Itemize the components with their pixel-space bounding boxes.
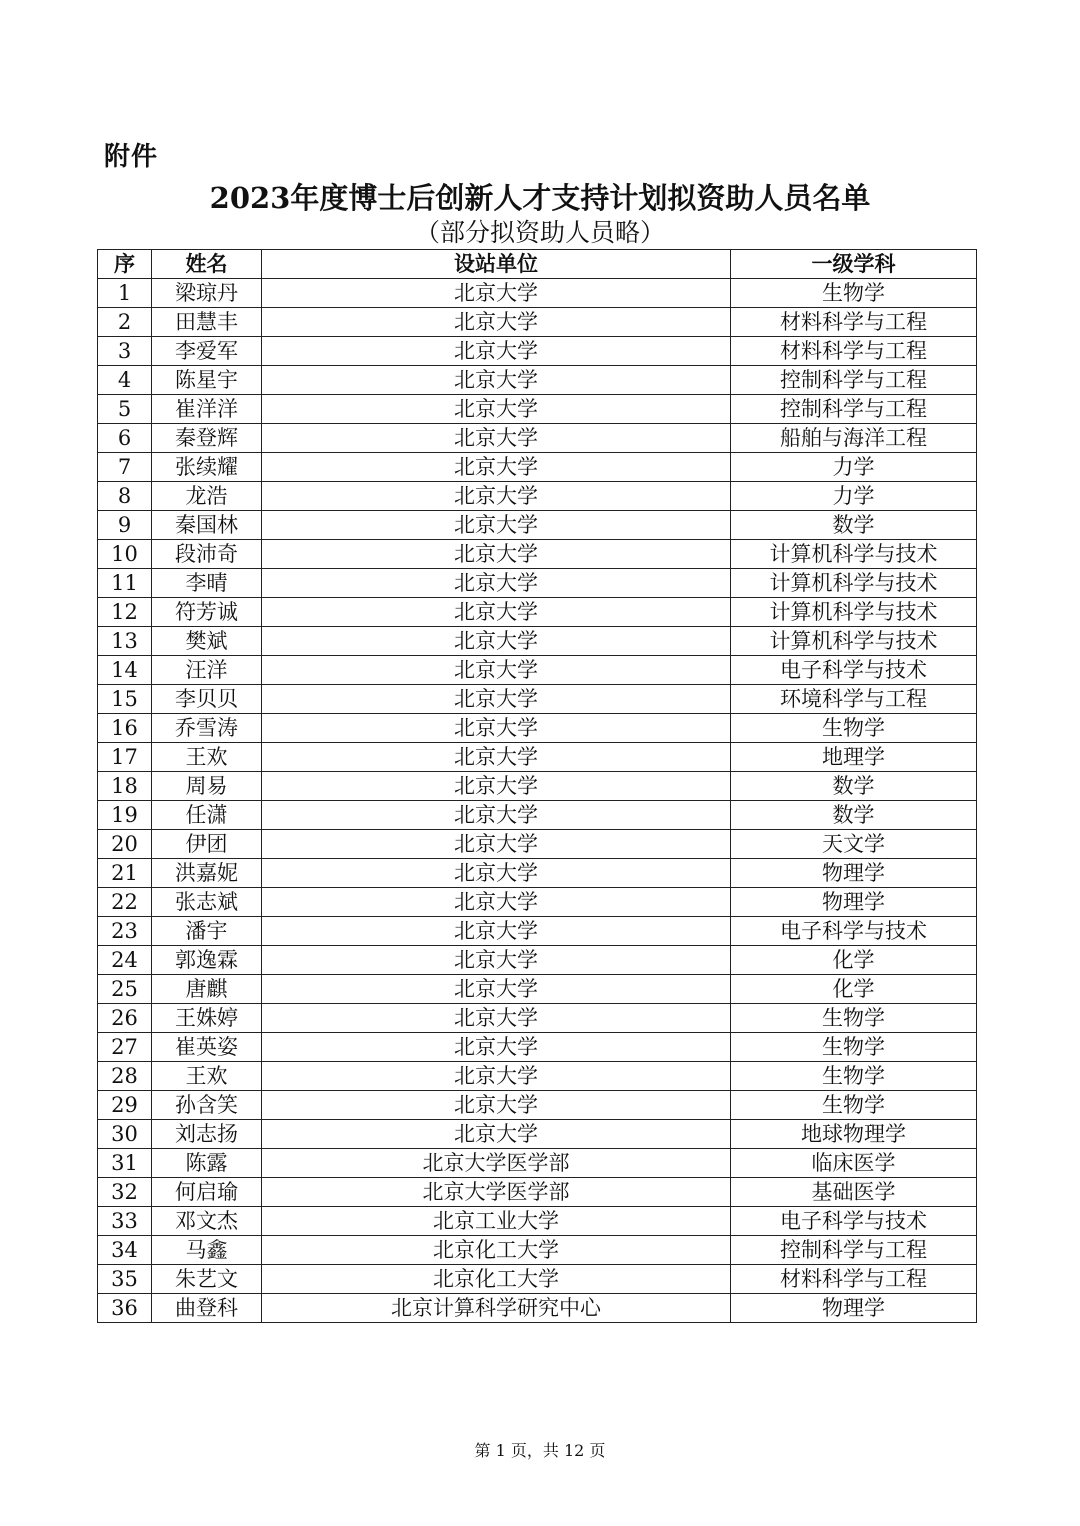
row-index-cell: 18 [98, 772, 152, 801]
discipline-cell: 计算机科学与技术 [731, 627, 977, 656]
person-name-cell: 邓文杰 [152, 1207, 262, 1236]
table-row [98, 1004, 977, 1033]
institution-cell: 北京大学 [262, 1033, 731, 1062]
row-index-cell: 12 [98, 598, 152, 627]
row-index-cell: 25 [98, 975, 152, 1004]
institution-cell: 北京大学 [262, 1091, 731, 1120]
discipline-cell: 物理学 [731, 888, 977, 917]
row-index-cell: 36 [98, 1294, 152, 1323]
person-name-cell: 陈星宇 [152, 366, 262, 395]
person-name-cell: 崔英姿 [152, 1033, 262, 1062]
row-index-cell: 19 [98, 801, 152, 830]
row-index-cell: 30 [98, 1120, 152, 1149]
column-header-institution: 设站单位 [262, 250, 731, 279]
institution-cell: 北京大学 [262, 482, 731, 511]
row-index-cell: 7 [98, 453, 152, 482]
institution-cell: 北京大学 [262, 1120, 731, 1149]
person-name-cell: 龙浩 [152, 482, 262, 511]
discipline-cell: 材料科学与工程 [731, 1265, 977, 1294]
funding-roster-table [97, 249, 977, 1323]
person-name-cell: 朱艺文 [152, 1265, 262, 1294]
person-name-cell: 伊团 [152, 830, 262, 859]
institution-cell: 北京大学 [262, 888, 731, 917]
table-row [98, 743, 977, 772]
person-name-cell: 马鑫 [152, 1236, 262, 1265]
document-title: 2023年度博士后创新人才支持计划拟资助人员名单 [209, 181, 871, 215]
column-header-name: 姓名 [152, 250, 262, 279]
discipline-cell: 船舶与海洋工程 [731, 424, 977, 453]
institution-cell: 北京大学 [262, 424, 731, 453]
discipline-cell: 生物学 [731, 1091, 977, 1120]
table-header-row [98, 250, 977, 279]
discipline-cell: 化学 [731, 975, 977, 1004]
table-row [98, 1091, 977, 1120]
table-row [98, 859, 977, 888]
row-index-cell: 26 [98, 1004, 152, 1033]
table-row [98, 656, 977, 685]
person-name-cell: 田慧丰 [152, 308, 262, 337]
institution-cell: 北京大学 [262, 511, 731, 540]
person-name-cell: 孙含笑 [152, 1091, 262, 1120]
row-index-cell: 4 [98, 366, 152, 395]
person-name-cell: 段沛奇 [152, 540, 262, 569]
table-row [98, 569, 977, 598]
person-name-cell: 李贝贝 [152, 685, 262, 714]
institution-cell: 北京化工大学 [262, 1236, 731, 1265]
table-row [98, 888, 977, 917]
person-name-cell: 李晴 [152, 569, 262, 598]
institution-cell: 北京大学 [262, 279, 731, 308]
table-row [98, 1294, 977, 1323]
table-row [98, 1178, 977, 1207]
table-row [98, 366, 977, 395]
row-index-cell: 22 [98, 888, 152, 917]
row-index-cell: 29 [98, 1091, 152, 1120]
row-index-cell: 11 [98, 569, 152, 598]
discipline-cell: 材料科学与工程 [731, 337, 977, 366]
row-index-cell: 6 [98, 424, 152, 453]
discipline-cell: 计算机科学与技术 [731, 540, 977, 569]
table-row [98, 627, 977, 656]
institution-cell: 北京大学 [262, 685, 731, 714]
institution-cell: 北京工业大学 [262, 1207, 731, 1236]
person-name-cell: 秦国林 [152, 511, 262, 540]
institution-cell: 北京大学 [262, 453, 731, 482]
institution-cell: 北京大学 [262, 540, 731, 569]
person-name-cell: 唐麒 [152, 975, 262, 1004]
person-name-cell: 王欢 [152, 1062, 262, 1091]
column-header-index: 序 [98, 250, 152, 279]
discipline-cell: 生物学 [731, 714, 977, 743]
row-index-cell: 10 [98, 540, 152, 569]
table-row [98, 975, 977, 1004]
institution-cell: 北京大学医学部 [262, 1149, 731, 1178]
table-row [98, 1062, 977, 1091]
discipline-cell: 数学 [731, 772, 977, 801]
discipline-cell: 控制科学与工程 [731, 1236, 977, 1265]
table-row [98, 1033, 977, 1062]
discipline-cell: 化学 [731, 946, 977, 975]
table-body [98, 279, 977, 1323]
row-index-cell: 17 [98, 743, 152, 772]
row-index-cell: 20 [98, 830, 152, 859]
row-index-cell: 33 [98, 1207, 152, 1236]
row-index-cell: 34 [98, 1236, 152, 1265]
institution-cell: 北京大学 [262, 1062, 731, 1091]
institution-cell: 北京大学 [262, 975, 731, 1004]
table-row [98, 1207, 977, 1236]
person-name-cell: 何启瑜 [152, 1178, 262, 1207]
person-name-cell: 任潇 [152, 801, 262, 830]
row-index-cell: 5 [98, 395, 152, 424]
institution-cell: 北京大学 [262, 859, 731, 888]
discipline-cell: 电子科学与技术 [731, 656, 977, 685]
table-row [98, 714, 977, 743]
table-row [98, 395, 977, 424]
institution-cell: 北京大学 [262, 917, 731, 946]
institution-cell: 北京大学 [262, 946, 731, 975]
institution-cell: 北京大学 [262, 656, 731, 685]
institution-cell: 北京大学 [262, 366, 731, 395]
person-name-cell: 汪洋 [152, 656, 262, 685]
row-index-cell: 31 [98, 1149, 152, 1178]
person-name-cell: 张续耀 [152, 453, 262, 482]
person-name-cell: 李爱军 [152, 337, 262, 366]
institution-cell: 北京大学 [262, 1004, 731, 1033]
attachment-label: 附件 [104, 142, 159, 172]
row-index-cell: 14 [98, 656, 152, 685]
table-row [98, 917, 977, 946]
column-header-discipline: 一级学科 [731, 250, 977, 279]
page-number: 第 1 页，共 12 页 [474, 1441, 606, 1460]
row-index-cell: 35 [98, 1265, 152, 1294]
table-row [98, 424, 977, 453]
person-name-cell: 郭逸霖 [152, 946, 262, 975]
row-index-cell: 1 [98, 279, 152, 308]
institution-cell: 北京大学 [262, 714, 731, 743]
institution-cell: 北京大学 [262, 830, 731, 859]
discipline-cell: 地理学 [731, 743, 977, 772]
table-row [98, 482, 977, 511]
table-row [98, 772, 977, 801]
table-row [98, 685, 977, 714]
row-index-cell: 21 [98, 859, 152, 888]
table-row [98, 1120, 977, 1149]
person-name-cell: 王姝婷 [152, 1004, 262, 1033]
discipline-cell: 生物学 [731, 1004, 977, 1033]
table-row [98, 598, 977, 627]
discipline-cell: 临床医学 [731, 1149, 977, 1178]
discipline-cell: 生物学 [731, 1033, 977, 1062]
person-name-cell: 秦登辉 [152, 424, 262, 453]
row-index-cell: 28 [98, 1062, 152, 1091]
table-row [98, 540, 977, 569]
person-name-cell: 樊斌 [152, 627, 262, 656]
discipline-cell: 数学 [731, 801, 977, 830]
person-name-cell: 乔雪涛 [152, 714, 262, 743]
table-row [98, 337, 977, 366]
discipline-cell: 地球物理学 [731, 1120, 977, 1149]
table-row [98, 946, 977, 975]
row-index-cell: 15 [98, 685, 152, 714]
person-name-cell: 张志斌 [152, 888, 262, 917]
table-row [98, 801, 977, 830]
institution-cell: 北京大学 [262, 801, 731, 830]
person-name-cell: 王欢 [152, 743, 262, 772]
table-row [98, 453, 977, 482]
table-row [98, 511, 977, 540]
institution-cell: 北京大学 [262, 569, 731, 598]
table-row [98, 1149, 977, 1178]
institution-cell: 北京大学 [262, 308, 731, 337]
table-row [98, 308, 977, 337]
row-index-cell: 2 [98, 308, 152, 337]
discipline-cell: 环境科学与工程 [731, 685, 977, 714]
institution-cell: 北京大学 [262, 772, 731, 801]
discipline-cell: 基础医学 [731, 1178, 977, 1207]
discipline-cell: 数学 [731, 511, 977, 540]
person-name-cell: 陈露 [152, 1149, 262, 1178]
discipline-cell: 物理学 [731, 1294, 977, 1323]
person-name-cell: 曲登科 [152, 1294, 262, 1323]
discipline-cell: 生物学 [731, 1062, 977, 1091]
table-row [98, 1265, 977, 1294]
institution-cell: 北京大学 [262, 395, 731, 424]
institution-cell: 北京大学 [262, 598, 731, 627]
discipline-cell: 控制科学与工程 [731, 395, 977, 424]
person-name-cell: 刘志扬 [152, 1120, 262, 1149]
institution-cell: 北京大学 [262, 743, 731, 772]
person-name-cell: 梁琼丹 [152, 279, 262, 308]
person-name-cell: 周易 [152, 772, 262, 801]
row-index-cell: 27 [98, 1033, 152, 1062]
discipline-cell: 控制科学与工程 [731, 366, 977, 395]
discipline-cell: 力学 [731, 453, 977, 482]
discipline-cell: 天文学 [731, 830, 977, 859]
row-index-cell: 32 [98, 1178, 152, 1207]
institution-cell: 北京化工大学 [262, 1265, 731, 1294]
discipline-cell: 材料科学与工程 [731, 308, 977, 337]
row-index-cell: 16 [98, 714, 152, 743]
row-index-cell: 8 [98, 482, 152, 511]
table-row [98, 1236, 977, 1265]
row-index-cell: 23 [98, 917, 152, 946]
table-row [98, 279, 977, 308]
discipline-cell: 计算机科学与技术 [731, 598, 977, 627]
discipline-cell: 电子科学与技术 [731, 1207, 977, 1236]
discipline-cell: 物理学 [731, 859, 977, 888]
institution-cell: 北京大学 [262, 337, 731, 366]
row-index-cell: 3 [98, 337, 152, 366]
institution-cell: 北京计算科学研究中心 [262, 1294, 731, 1323]
table-row [98, 830, 977, 859]
person-name-cell: 潘宇 [152, 917, 262, 946]
row-index-cell: 24 [98, 946, 152, 975]
person-name-cell: 洪嘉妮 [152, 859, 262, 888]
person-name-cell: 符芳诚 [152, 598, 262, 627]
discipline-cell: 力学 [731, 482, 977, 511]
discipline-cell: 生物学 [731, 279, 977, 308]
discipline-cell: 计算机科学与技术 [731, 569, 977, 598]
row-index-cell: 9 [98, 511, 152, 540]
document-subtitle: （部分拟资助人员略） [414, 218, 665, 247]
institution-cell: 北京大学 [262, 627, 731, 656]
discipline-cell: 电子科学与技术 [731, 917, 977, 946]
institution-cell: 北京大学医学部 [262, 1178, 731, 1207]
person-name-cell: 崔洋洋 [152, 395, 262, 424]
row-index-cell: 13 [98, 627, 152, 656]
